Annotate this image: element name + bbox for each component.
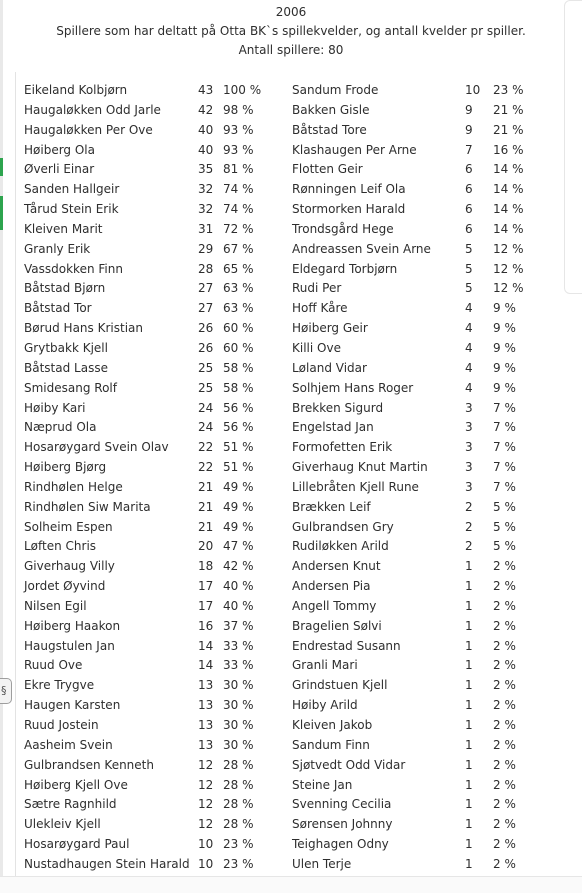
- left-evening-count: 26: [198, 321, 214, 336]
- left-percentage: 63 %: [223, 281, 254, 296]
- left-percentage: 58 %: [223, 360, 254, 375]
- left-evening-count: 24: [198, 420, 214, 435]
- right-percentage: 9 %: [493, 360, 516, 375]
- right-evening-count: 4: [465, 360, 473, 375]
- right-evening-count: 6: [465, 202, 473, 217]
- left-evening-count: 12: [198, 757, 214, 772]
- right-evening-count: 1: [465, 757, 473, 772]
- left-evening-count: 25: [198, 360, 214, 375]
- left-player-name: Grytbakk Kjell: [24, 340, 108, 355]
- left-evening-count: 25: [198, 380, 214, 395]
- left-percentage: 30 %: [223, 737, 254, 752]
- left-percentage: 60 %: [223, 321, 254, 336]
- side-tab-icon: §: [1, 684, 7, 697]
- right-player-name: Bragelien Sølvi: [292, 618, 382, 633]
- right-player-name: Rudi Per: [292, 281, 342, 296]
- left-percentage: 47 %: [223, 539, 254, 554]
- right-percentage: 2 %: [493, 598, 516, 613]
- left-player-name: Sætre Ragnhild: [24, 797, 117, 812]
- left-evening-count: 20: [198, 539, 214, 554]
- right-percentage: 7 %: [493, 479, 516, 494]
- left-evening-count: 12: [198, 797, 214, 812]
- left-player-name: Ruud Ove: [24, 658, 83, 673]
- right-evening-count: 5: [465, 261, 473, 276]
- right-percentage: 2 %: [493, 678, 516, 693]
- right-player-name: Giverhaug Knut Martin: [292, 460, 428, 475]
- right-evening-count: 4: [465, 380, 473, 395]
- left-evening-count: 14: [198, 638, 214, 653]
- right-percentage: 2 %: [493, 837, 516, 852]
- left-percentage: 60 %: [223, 340, 254, 355]
- right-percentage: 2 %: [493, 797, 516, 812]
- right-percentage: 7 %: [493, 460, 516, 475]
- left-player-name: Haugaløkken Per Ove: [24, 122, 153, 137]
- right-player-name: Sandum Frode: [292, 83, 379, 97]
- right-player-name: Høiberg Geir: [292, 321, 368, 336]
- year-heading: 2006: [275, 5, 307, 19]
- left-player-name: Haugstulen Jan: [24, 638, 115, 653]
- right-evening-count: 6: [465, 221, 473, 236]
- left-percentage: 58 %: [223, 380, 254, 395]
- left-evening-count: 21: [198, 479, 214, 494]
- right-player-name: Andreassen Svein Arne: [292, 241, 431, 256]
- side-marker: [0, 158, 3, 176]
- left-percentage: 93 %: [223, 122, 254, 137]
- right-player-name: Hoff Kåre: [292, 301, 348, 316]
- side-tab-handle[interactable]: [0, 678, 12, 704]
- left-percentage: 74 %: [223, 182, 254, 197]
- right-player-name: Brækken Leif: [292, 499, 371, 514]
- left-evening-count: 24: [198, 400, 214, 415]
- right-evening-count: 1: [465, 718, 473, 732]
- right-player-name: Bakken Gisle: [292, 102, 370, 117]
- left-evening-count: 18: [198, 559, 214, 574]
- left-evening-count: 17: [198, 579, 214, 594]
- left-player-name: Høiberg Kjell Ove: [24, 777, 128, 792]
- left-player-name: Rindhølen Siw Marita: [24, 499, 151, 514]
- right-percentage: 2 %: [493, 817, 516, 832]
- left-player-name: Hosarøygard Svein Olav: [24, 440, 169, 455]
- left-evening-count: 40: [198, 122, 214, 137]
- left-player-name: Vassdokken Finn: [24, 261, 123, 276]
- right-percentage: 2 %: [493, 658, 516, 673]
- right-evening-count: 2: [465, 539, 473, 554]
- right-evening-count: 2: [465, 519, 473, 534]
- right-player-name: Rønningen Leif Ola: [292, 182, 406, 197]
- left-evening-count: 28: [198, 261, 214, 276]
- left-percentage: 42 %: [223, 559, 254, 574]
- right-percentage: 9 %: [493, 340, 516, 355]
- right-evening-count: 1: [465, 777, 473, 792]
- right-evening-count: 1: [465, 856, 473, 871]
- right-player-name: Granli Mari: [292, 658, 358, 673]
- left-evening-count: 40: [198, 142, 214, 157]
- left-player-name: Jordet Øyvind: [24, 579, 106, 594]
- right-percentage: 14 %: [493, 221, 524, 236]
- left-percentage: 81 %: [223, 162, 254, 177]
- left-player-name: Eikeland Kolbjørn: [24, 83, 128, 97]
- right-player-name: Båtstad Tore: [292, 122, 367, 137]
- left-percentage: 67 %: [223, 241, 254, 256]
- left-percentage: 100 %: [223, 83, 262, 97]
- left-evening-count: 13: [198, 737, 214, 752]
- left-percentage: 28 %: [223, 817, 254, 832]
- right-evening-count: 4: [465, 321, 473, 336]
- right-player-name: Sørensen Johnny: [292, 817, 393, 832]
- right-evening-count: 6: [465, 182, 473, 197]
- left-player-name: Ekre Trygve: [24, 678, 95, 693]
- left-player-name: Øverli Einar: [24, 162, 95, 177]
- right-player-name: Ulen Terje: [292, 856, 352, 871]
- right-player-name: Grindstuen Kjell: [292, 678, 388, 693]
- left-evening-count: 27: [198, 281, 214, 296]
- left-evening-count: 32: [198, 182, 214, 197]
- left-percentage: 63 %: [223, 301, 254, 316]
- right-percentage: 2 %: [493, 777, 516, 792]
- left-percentage: 33 %: [223, 658, 254, 673]
- left-player-name: Granly Erik: [24, 241, 91, 256]
- left-percentage: 23 %: [223, 856, 254, 871]
- left-percentage: 98 %: [223, 102, 254, 117]
- left-player-name: Båtstad Tor: [24, 301, 92, 316]
- right-evening-count: 5: [465, 241, 473, 256]
- right-player-name: Steine Jan: [292, 777, 353, 792]
- right-percentage: 7 %: [493, 400, 516, 415]
- right-percentage: 2 %: [493, 579, 516, 594]
- right-percentage: 7 %: [493, 420, 516, 435]
- right-evening-count: 6: [465, 162, 473, 177]
- description-text: Spillere som har deltatt på Otta BK`s spillekvelder, og antall kvelder pr spiller.: [56, 24, 526, 38]
- left-evening-count: 14: [198, 658, 214, 673]
- left-evening-count: 13: [198, 718, 214, 732]
- right-percentage: 23 %: [493, 83, 524, 97]
- right-evening-count: 9: [465, 102, 473, 117]
- right-player-name: Engelstad Jan: [292, 420, 374, 435]
- left-percentage: 49 %: [223, 499, 254, 514]
- left-player-name: Kleiven Marit: [24, 221, 103, 236]
- right-evening-count: 1: [465, 837, 473, 852]
- right-evening-count: 4: [465, 340, 473, 355]
- right-percentage: 14 %: [493, 162, 524, 177]
- left-evening-count: 31: [198, 221, 214, 236]
- right-percentage: 5 %: [493, 539, 516, 554]
- content-divider: [15, 72, 16, 892]
- right-evening-count: 1: [465, 598, 473, 613]
- left-evening-count: 29: [198, 241, 214, 256]
- right-player-name: Sandum Finn: [292, 737, 370, 752]
- right-evening-count: 10: [465, 83, 481, 97]
- left-percentage: 72 %: [223, 221, 254, 236]
- right-percentage: 14 %: [493, 182, 524, 197]
- left-evening-count: 22: [198, 460, 214, 475]
- right-player-name: Sjøtvedt Odd Vidar: [292, 757, 406, 772]
- left-player-name: Nustadhaugen Stein Harald: [24, 856, 190, 871]
- left-percentage: 33 %: [223, 638, 254, 653]
- left-evening-count: 21: [198, 519, 214, 534]
- right-percentage: 21 %: [493, 122, 524, 137]
- left-percentage: 65 %: [223, 261, 254, 276]
- right-evening-count: 1: [465, 797, 473, 812]
- right-evening-count: 1: [465, 658, 473, 673]
- left-evening-count: 17: [198, 598, 214, 613]
- right-evening-count: 2: [465, 499, 473, 514]
- right-percentage: 2 %: [493, 856, 516, 871]
- left-percentage: 30 %: [223, 718, 254, 732]
- right-evening-count: 3: [465, 479, 473, 494]
- right-player-name: Høiby Arild: [292, 698, 358, 713]
- right-player-name: Stormorken Harald: [292, 202, 406, 217]
- left-evening-count: 26: [198, 340, 214, 355]
- left-player-name: Ulekleiv Kjell: [24, 817, 101, 832]
- right-percentage: 5 %: [493, 499, 516, 514]
- right-evening-count: 3: [465, 400, 473, 415]
- left-percentage: 51 %: [223, 440, 254, 455]
- right-percentage: 12 %: [493, 261, 524, 276]
- right-percentage: 2 %: [493, 618, 516, 633]
- right-player-name: Trondsgård Hege: [292, 221, 394, 236]
- left-player-name: Næprud Ola: [24, 420, 97, 435]
- right-evening-count: 5: [465, 281, 473, 296]
- left-percentage: 74 %: [223, 202, 254, 217]
- left-evening-count: 12: [198, 777, 214, 792]
- left-player-name: Løften Chris: [24, 539, 97, 554]
- left-player-name: Gulbrandsen Kenneth: [24, 757, 154, 772]
- right-evening-count: 1: [465, 638, 473, 653]
- left-percentage: 30 %: [223, 698, 254, 713]
- bottom-bar: [0, 876, 582, 893]
- right-player-name: Brekken Sigurd: [292, 400, 384, 415]
- right-evening-count: 4: [465, 301, 473, 316]
- right-player-name: Angell Tommy: [292, 598, 377, 613]
- left-evening-count: 16: [198, 618, 214, 633]
- right-player-name: Formofetten Erik: [292, 440, 393, 455]
- left-evening-count: 43: [198, 83, 214, 97]
- right-evening-count: 7: [465, 142, 473, 157]
- left-player-name: Giverhaug Villy: [24, 559, 115, 574]
- left-percentage: 40 %: [223, 579, 254, 594]
- right-player-name: Lillebråten Kjell Rune: [292, 479, 419, 494]
- left-percentage: 23 %: [223, 837, 254, 852]
- side-marker: [0, 196, 3, 230]
- right-percentage: 12 %: [493, 241, 524, 256]
- left-evening-count: 13: [198, 698, 214, 713]
- left-percentage: 49 %: [223, 479, 254, 494]
- left-evening-count: 32: [198, 202, 214, 217]
- left-evening-count: 10: [198, 856, 214, 871]
- left-player-name: Båtstad Bjørn: [24, 281, 106, 296]
- left-player-name: Rindhølen Helge: [24, 479, 123, 494]
- right-percentage: 2 %: [493, 638, 516, 653]
- player-count: Antall spillere: 80: [238, 43, 344, 57]
- left-player-name: Sanden Hallgeir: [24, 182, 120, 197]
- right-player-name: Klashaugen Per Arne: [292, 142, 417, 157]
- right-player-name: Gulbrandsen Gry: [292, 519, 394, 534]
- left-player-name: Høiby Kari: [24, 400, 86, 415]
- right-player-name: Solhjem Hans Roger: [292, 380, 414, 395]
- left-edge-strip: [0, 0, 3, 892]
- right-evening-count: 1: [465, 817, 473, 832]
- left-evening-count: 13: [198, 678, 214, 693]
- right-percentage: 9 %: [493, 321, 516, 336]
- right-player-name: Teighagen Odny: [292, 837, 389, 852]
- right-percentage: 2 %: [493, 718, 516, 732]
- right-player-name: Eldegard Torbjørn: [292, 261, 398, 276]
- left-evening-count: 12: [198, 817, 214, 832]
- right-percentage: 9 %: [493, 301, 516, 316]
- left-evening-count: 22: [198, 440, 214, 455]
- left-evening-count: 35: [198, 162, 214, 177]
- right-evening-count: 1: [465, 559, 473, 574]
- left-player-name: Båtstad Lasse: [24, 360, 108, 375]
- left-player-name: Ruud Jostein: [24, 718, 99, 732]
- left-player-name: Smidesang Rolf: [24, 380, 117, 395]
- right-player-name: Svenning Cecilia: [292, 797, 392, 812]
- right-player-name: Kleiven Jakob: [292, 718, 373, 732]
- right-percentage: 2 %: [493, 559, 516, 574]
- right-evening-count: 1: [465, 579, 473, 594]
- left-player-name: Høiberg Ola: [24, 142, 95, 157]
- right-percentage: 2 %: [493, 757, 516, 772]
- right-player-name: Løland Vidar: [292, 360, 367, 375]
- right-percentage: 16 %: [493, 142, 524, 157]
- left-player-name: Børud Hans Kristian: [24, 321, 143, 336]
- left-player-name: Haugaløkken Odd Jarle: [24, 102, 161, 117]
- left-player-name: Tårud Stein Erik: [24, 202, 119, 217]
- left-player-name: Nilsen Egil: [24, 598, 87, 613]
- left-percentage: 51 %: [223, 460, 254, 475]
- right-evening-count: 1: [465, 678, 473, 693]
- right-percentage: 14 %: [493, 202, 524, 217]
- right-percentage: 7 %: [493, 440, 516, 455]
- right-player-name: Endrestad Susann: [292, 638, 401, 653]
- right-percentage: 21 %: [493, 102, 524, 117]
- right-evening-count: 1: [465, 698, 473, 713]
- right-percentage: 2 %: [493, 737, 516, 752]
- right-evening-count: 1: [465, 737, 473, 752]
- left-player-name: Høiberg Bjørg: [24, 460, 107, 475]
- left-player-name: Haugen Karsten: [24, 698, 121, 713]
- right-percentage: 9 %: [493, 380, 516, 395]
- left-player-name: Aasheim Svein: [24, 737, 113, 752]
- right-evening-count: 3: [465, 460, 473, 475]
- left-percentage: 49 %: [223, 519, 254, 534]
- left-evening-count: 10: [198, 837, 214, 852]
- left-percentage: 37 %: [223, 618, 254, 633]
- left-percentage: 93 %: [223, 142, 254, 157]
- right-evening-count: 9: [465, 122, 473, 137]
- right-percentage: 5 %: [493, 519, 516, 534]
- page-header: [0, 3, 582, 60]
- left-percentage: 56 %: [223, 400, 254, 415]
- right-evening-count: 3: [465, 420, 473, 435]
- left-percentage: 28 %: [223, 777, 254, 792]
- left-player-name: Solheim Espen: [24, 519, 113, 534]
- left-percentage: 40 %: [223, 598, 254, 613]
- right-player-name: Andersen Knut: [292, 559, 381, 574]
- right-percentage: 2 %: [493, 698, 516, 713]
- left-percentage: 28 %: [223, 797, 254, 812]
- right-evening-count: 3: [465, 440, 473, 455]
- left-evening-count: 21: [198, 499, 214, 514]
- left-evening-count: 27: [198, 301, 214, 316]
- left-player-name: Hosarøygard Paul: [24, 837, 130, 852]
- left-percentage: 30 %: [223, 678, 254, 693]
- left-percentage: 28 %: [223, 757, 254, 772]
- right-player-name: Andersen Pia: [292, 579, 371, 594]
- right-player-name: Rudiløkken Arild: [292, 539, 389, 554]
- left-percentage: 56 %: [223, 420, 254, 435]
- right-player-name: Flotten Geir: [292, 162, 363, 177]
- right-percentage: 12 %: [493, 281, 524, 296]
- right-player-name: Killi Ove: [292, 340, 341, 355]
- left-evening-count: 42: [198, 102, 214, 117]
- right-evening-count: 1: [465, 618, 473, 633]
- left-player-name: Høiberg Haakon: [24, 618, 121, 633]
